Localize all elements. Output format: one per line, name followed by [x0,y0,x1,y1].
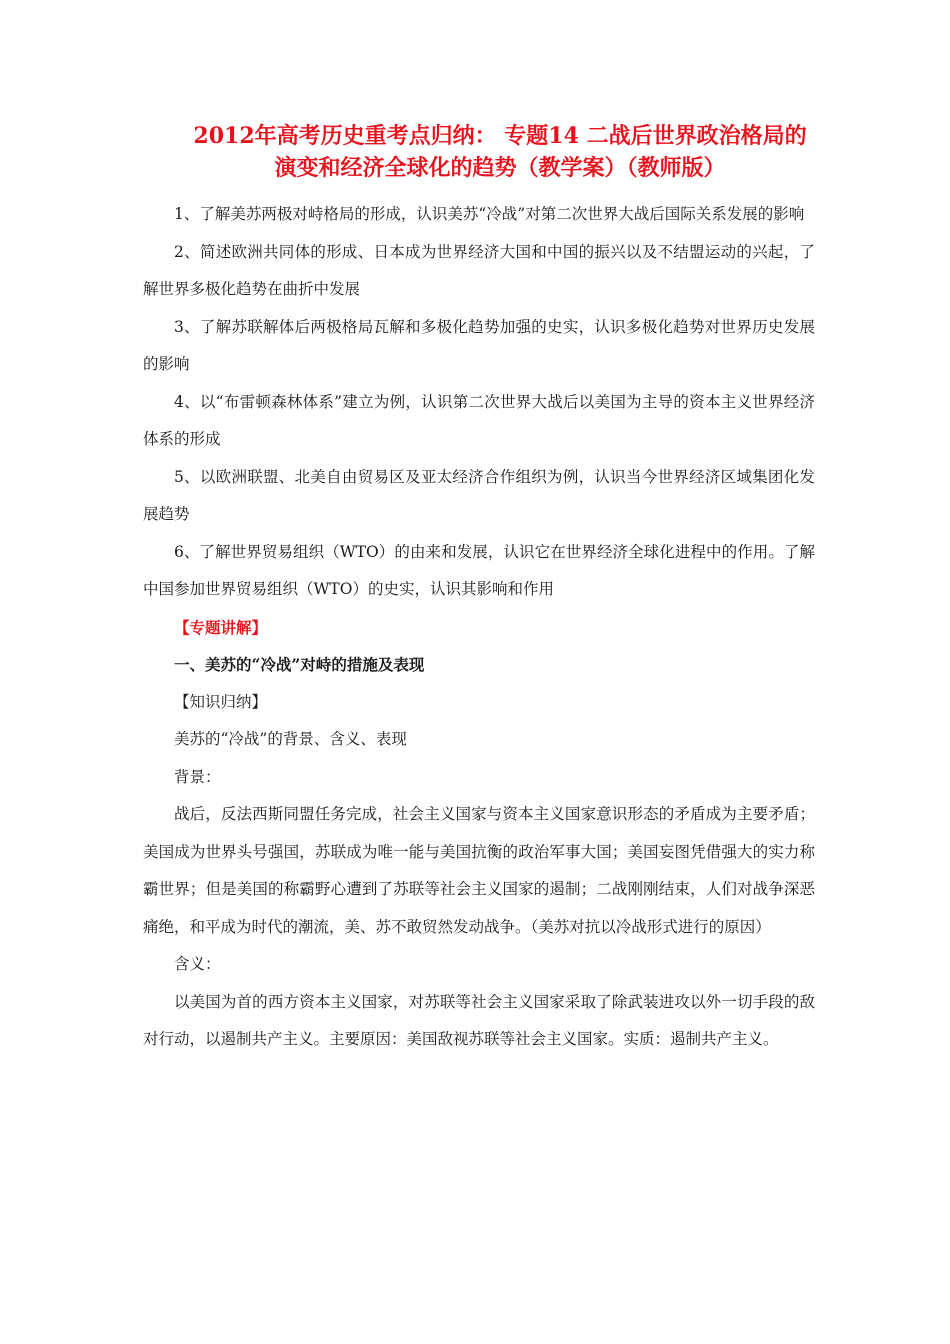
objective-6: 6、了解世界贸易组织（WTO）的由来和发展，认识它在世界经济全球化进程中的作用。了解中国参加世界贸易组织（WTO）的史实，认识其影响和作用 [143,542,815,598]
title-line-2: 演变和经济全球化的趋势（教学案）（教师版） [274,155,726,181]
meaning-label: 含义： [174,955,221,973]
objective-4: 4、以“布雷顿森林体系”建立为例，认识第二次世界大战后以美国为主导的资本主义世界经济体系的形成 [143,392,815,448]
background-text: 战后，反法西斯同盟任务完成，社会主义国家与资本主义国家意识形态的矛盾成为主要矛盾；美国成为世界头号强国，苏联成为唯一能与美国抗衡的政治军事大国；美国妄图凭借强大的实力称霸世界；但是美国的称霸野心遭到了苏联等社会主义国家的遏制；二战刚刚结束，人们对战争深恶痛绝，和平成为时代的潮流，美、苏不敢贸然发动战争。（美苏对抗以冷战形式进行的原因） [143,805,815,936]
background-label: 背景： [174,767,221,786]
title-line-1: 2012年高考历史重考点归纳： 专题14 二战后世界政治格局的 [193,123,807,149]
objective-5: 5、以欧洲联盟、北美自由贸易区及亚太经济合作组织为例，认识当今世界经济区域集团化发展趋势 [143,467,815,523]
document-body [143,196,815,1059]
objective-3: 3、了解苏联解体后两极格局瓦解和多极化趋势加强的史实，认识多极化趋势对世界历史发展的影响 [143,317,815,373]
section-1-heading: 一、美苏的“冷战”对峙的措施及表现 [174,655,425,674]
meaning-text: 以美国为首的西方资本主义国家，对苏联等社会主义国家采取了除武装进攻以外一切手段的敌对行动，以遏制共产主义。主要原因：美国敌视苏联等社会主义国家。实质：遏制共产主义。 [143,992,815,1048]
knowledge-label: 【知识归纳】 [174,692,268,711]
section-label: 【专题讲解】 [174,617,268,637]
objective-2: 2、简述欧洲共同体的形成、日本成为世界经济大国和中国的振兴以及不结盟运动的兴起，了解世界多极化趋势在曲折中发展 [143,242,815,298]
objective-1: 1、了解美苏两极对峙格局的形成，认识美苏“冷战”对第二次世界大战后国际关系发展的影响 [174,205,805,223]
document-title [140,120,860,184]
section-1-subtitle: 美苏的“冷战”的背景、含义、表现 [174,730,407,748]
